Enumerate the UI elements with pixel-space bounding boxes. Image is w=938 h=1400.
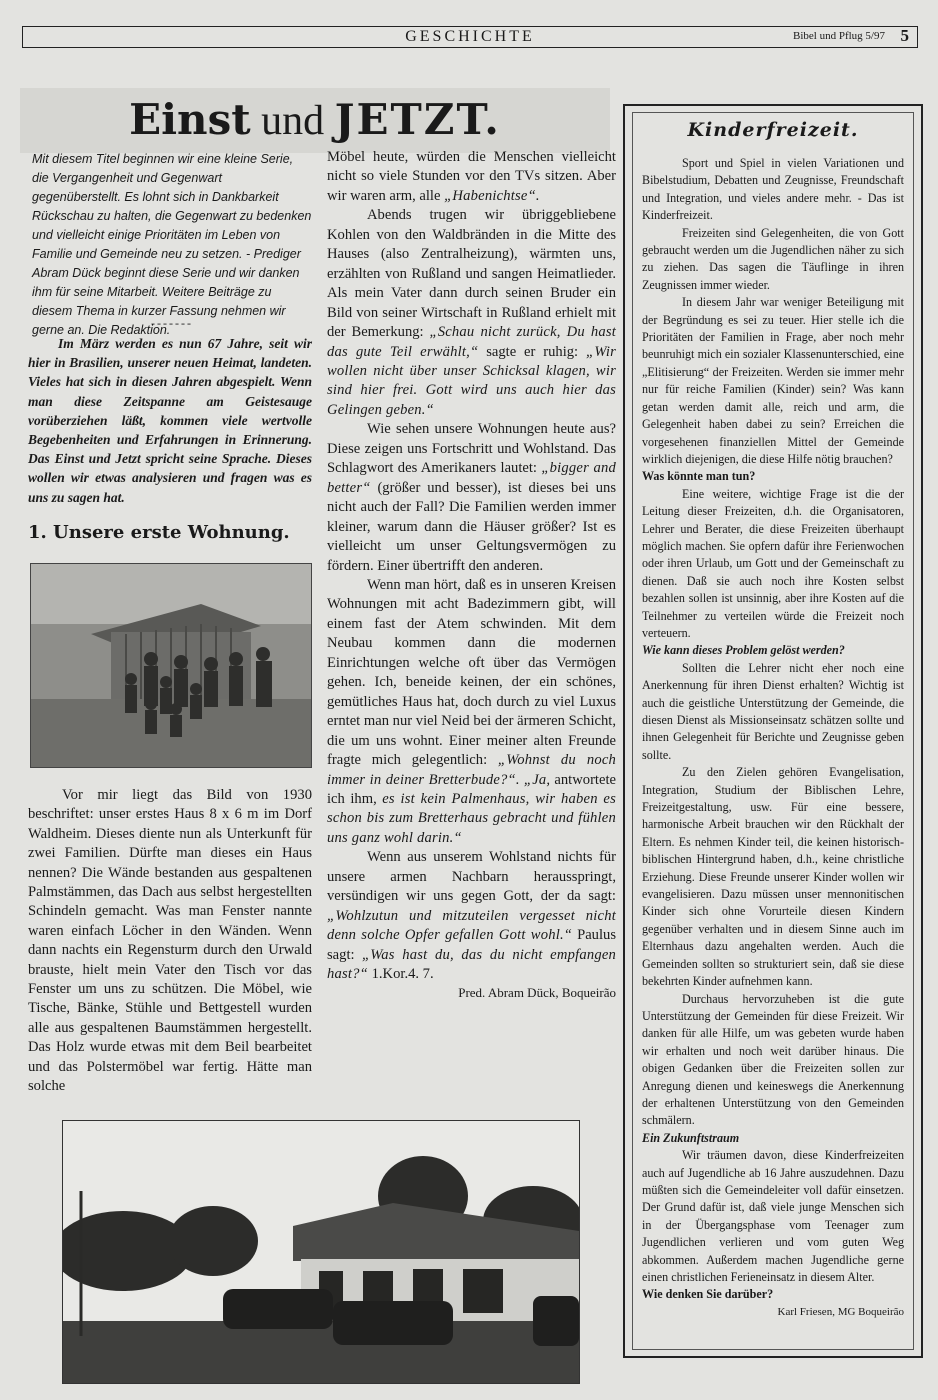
sidebar-heading-1: Was könnte man tun? bbox=[642, 469, 756, 484]
subheading: 1. Unsere erste Wohnung. bbox=[28, 522, 290, 543]
sidebar-body: Sport und Spiel in vielen Variationen und Bibelstudium, Debatten und Zeugnisse, Freundschaft und Integration, und vieles andere mehr. - Das ist Kinderfreizeit. Freizeiten sind Gelegenheiten, die von Gott gebraucht werden um die Jugendlichen näher zu sich zu ziehen. Das sagen die Täuflinge in ihren Zeugnissen immer wieder. In diesem Jahr war weniger Beteiligung mit der Begründung es sei zu teuer. Hier stelle ich die Prioritäten der Familien in Frage, aber noch mehr beunruhigt mich ein sozialer Klassenunterschied, eine „Elitisierung“ der Freizeiten. Werden sie immer mehr nur für reiche Familien (Kinder) sein? Was kann getan werden damit alle, reich und arm, die Gelegenheit haben dabei zu sein? Erreichen die vorgesehenen finanziellen Mittel der Gemeinde wirklich diejenigen, die diese Hilfe nötig brauchen? Was könnte man tun? Eine weitere, wichtige Frage ist die der Leitung dieser Freizeiten, d.h. die Organisatoren, Lehrer und Berater, die diese Freizeiten überhaupt möglich machen. Sie opfern dafür ihre Ferienwochen oder ihren Urlaub, um Gott und der Gemeinschaft zu dienen. Daß sie auch noch ihre Kosten selbst bezahlen sollen ist unsinnig, aber ihre Kosten auf die Teilnehmer zu verteilen würde die Freizeit noch verteuern. Wie kann dieses Problem gelöst werden? Sollten die Lehrer nicht eher noch eine Anerkennung für ihren Dienst erhalten? Wichtig ist auch die geistliche Unterstützung der Gemeinde, die diesen Dienst als Missionseinsatz schätzen sollte und ihnen Gelegenheit für Berichte und Zeugnisse geben sollte. Zu den Zielen gehören Evangelisation, Integration, Studium der Biblischen Lehre, Freizeitgestaltung, usw. Für eine bessere, harmonische Arbeit brauchen wir den Rückhalt der Eltern. Es nehmen Kinder teil, die keinen historisch-biblischen Hintergrund haben, d.h., keine christliche Erziehung. Diese Freunde unserer Kinder wollen wir evangelisieren. Dazu müssen unser mennonitischen Kinder sich ohne Vorurteile diesen Kindern gegenüber verhalten und in diesem Sinne auch im Elternhaus dazu angehalten werden. Auch die Gemeinden sollten so strukturiert sein, daß sie diese bekehrten Kinder aufnehmen kann. Durchaus hervorzuheben ist die gute Unterstützung der Gemeinden für diese Freizeit. Wir danken für alle Hilfe, um was gebeten wurde haben wir erhalten und noch weit darüber hinaus. Die obigen Gedanken über die Freizeiten sollen zur Anregung dienen und keineswegs die Anerkennung der erhaltenen Unterstützung von den Gemeinden schmälern. Ein Zukunftstraum Wir träumen davon, diese Kinderfreizeiten auch auf Jugendliche ab 16 Jahre auszudehnen. Dazu müßten sich die Gemeindeleiter voll dafür einsetzen. Der Grund dafür ist, daß viele junge Menschen sich in der Übergangsphase vom Teenager zum Jugendlichen verlieren und vom guten Weg abkommen. Außerdem machen Jugendliche gerne einen christlichen Ferieneinsatz in diesem Alter. Wie denken Sie darüber? Karl Friesen, MG Boqueirão bbox=[642, 155, 904, 1321]
article-signature: Pred. Abram Dück, Boqueirão bbox=[458, 985, 616, 1001]
editorial-intro: Mit diesem Titel beginnen wir eine kleine Serie, die Vergangenheit und Gegenwart gegenüberstellt. Es lohnt sich in Dankbarkeit Rückschau zu halten, die Gegenwart zu bedenken und vielleicht einige Prioritäten im Leben von Familie und Gemeinde neu zu setzen. - Prediger Abram Dück beginnt diese Serie und wir danken ihm für seine Mitarbeit. Weitere Beiträge zu diesem Thema in kurzer Fassung nehmen wir gerne an. Die Redaktion. bbox=[32, 152, 312, 337]
divider: ------- bbox=[151, 316, 193, 330]
sidebar-box bbox=[623, 104, 923, 1358]
lead-paragraph: Im März werden es nun 67 Jahre, seit wir hier in Brasilien, unserer neuen Heimat, landeten. Vieles hat sich in diesen Jahren abgespielt. Wenn man diese Zeitspanne am Geistesauge vorüberziehen läßt, kommen viele wertvolle Begebenheiten und Erfahrungen in Erinnerung. Das Einst und Jetzt spricht seine Sprache. Dieses wollen wir etwas analysieren und fragen was es uns zu sagen hat. bbox=[28, 336, 312, 505]
sidebar-heading-3: Ein Zukunftstraum bbox=[642, 1130, 740, 1145]
historic-family-photo bbox=[30, 563, 312, 768]
column-1-body: Vor mir liegt das Bild von 1930 beschriftet: unser erstes Haus 8 x 6 m im Dorf Waldheim. Dieses diente nun als Unterkunft für zwei Familien. Dürfte man dieses ein Haus nennen? Die Wände bestanden aus gespaltenen Palmstämmen, das Dach aus selbst hergestellten Schindeln gemacht. Was man Fenster nannte waren einfach Löcher in den Wänden. Wenn dann nachts ein Regensturm durch den Urwald brauste, hielt mein Vater den Tisch vor das Fenster um uns zu schützen. Die Möbel, wie Tische, Bänke, Stühle und Bettgestell wurden alle aus gespaltenen Baumstämmen hergestellt. Das Holz wurde etwas mit dem Beil bearbeitet und das Polstermöbel war fertig. Hätte man solche bbox=[28, 787, 312, 1095]
column-2-body: Möbel heute, würden die Menschen vielleicht nicht so viele Stunden vor den TVs sitzen. Aber wir waren arm, alle „Habenichtse“. Abends trugen wir übriggebliebene Kohlen von den Waldbränden in die Mitte des Hauses (also Zentralheizung), wärmten uns, erzählten von Rußland und sangen Heimatlieder. Als mein Vater dann durch seinen Bruder ein Bild von seiner Wirtschaft in Rußland erhielt mit der Bemerkung: „Schau nicht zurück, Du hast das gute Teil erwählt,“ sagte er ruhig: „Wir wollen nicht über unser Schicksal klagen, wir sind hier frei. Gott wird uns auch hier das Gelingen geben.“ Wie sehen unsere Wohnungen heute aus? Diese zeigen uns Fortschritt und Wohlstand. Das Schlagwort des Amerikaners lautet: „bigger and better“ (größer und besser), ist dieses bei uns nicht auch der Fall? Die Familien werden immer kleiner, warum dann die Häuser größer? Ist es vielleicht um unser Geltungsvermögen zu fördern. Einer übertrifft den anderen. Wenn man hört, daß es in unseren Kreisen Wohnungen mit acht Badezimmern gibt, will einem fast der Atem schwinden. Mit dem Neubau kommen dann die modernen Einrichtungen welche oft über das Vermögen gehen. Ich, beneide keinen, der ein schönes, gemütliches Haus hat, doch durch zu viel Luxus erntet man nur viel Neid bei der ärmeren Schicht, die um uns wohnt. Einer meiner alten Freunde fragte mich gelegentlich: „Wohnst du noch immer in deiner Bretterbude?“. „Ja, antwortete ich ihm, es ist kein Palmenhaus, wir haben es schon bis zum Bretterhaus gebracht und fühlen uns ganz wohl darin.“ Wenn aus unserem Wohlstand nichts für unsere armen Nachbarn herausspringt, versündigen wir uns gegen Gott, der da sagt: „Wohlzutun und mitzuteilen vergesset nicht denn solche Opfer gefallen Gott wohl.“ Paulus sagt: „Was hast du, das du nicht empfangen hast?“ 1.Kor.4. 7. Pred. Abram Dück, Boqueirão bbox=[327, 149, 617, 1001]
sidebar-heading-4: Wie denken Sie darüber? bbox=[642, 1287, 774, 1302]
issue-label: Bibel und Pflug 5/97 bbox=[793, 30, 885, 42]
title-jetzt: JETZT. bbox=[334, 95, 501, 144]
section-title: GESCHICHTE bbox=[405, 28, 535, 45]
title-und: und bbox=[261, 98, 325, 144]
sidebar-title: Kinderfreizeit. bbox=[687, 119, 859, 141]
article-title bbox=[20, 88, 610, 153]
sidebar-heading-2: Wie kann dieses Problem gelöst werden? bbox=[642, 643, 845, 658]
title-einst: Einst bbox=[129, 95, 251, 144]
page-header bbox=[22, 26, 918, 48]
page-number: 5 bbox=[900, 26, 909, 45]
modern-house-photo bbox=[62, 1120, 580, 1384]
sidebar-signature: Karl Friesen, MG Boqueirão bbox=[777, 1305, 904, 1318]
